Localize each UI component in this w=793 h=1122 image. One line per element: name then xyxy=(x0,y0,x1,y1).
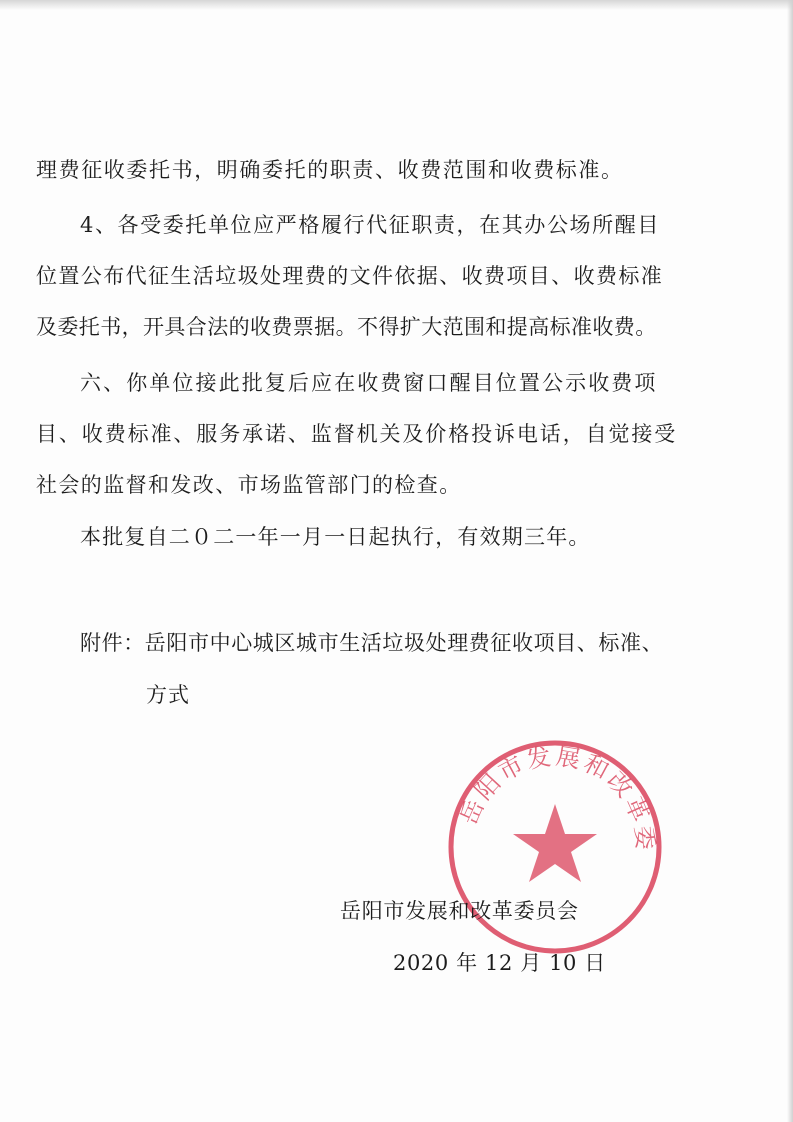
body-line-8: 本批复自二０二一年一月一日起执行，有效期三年。 xyxy=(80,525,591,549)
official-seal xyxy=(440,732,670,962)
issuer-name: 岳阳市发展和改革委员会 xyxy=(340,899,579,923)
attachment-line-1: 附件：岳阳市中心城区城市生活垃圾处理费征收项目、标准、 xyxy=(80,631,664,655)
seal-text: 岳阳市发展和改革委 xyxy=(454,742,660,854)
body-line-4: 及委托书，开具合法的收费票据。不得扩大范围和提高标准收费。 xyxy=(36,315,657,339)
body-line-5: 六、你单位接此批复后应在收费窗口醒目位置公示收费项 xyxy=(80,371,658,395)
seal-star-icon xyxy=(513,804,597,882)
issue-date: 2020 年 12 月 10 日 xyxy=(393,951,606,975)
scan-shadow-right xyxy=(787,0,793,1122)
body-line-2: 4、各受委托单位应严格履行代征职责，在其办公场所醒目 xyxy=(80,213,660,237)
seal-graphic xyxy=(440,732,670,962)
body-line-1: 理费征收委托书，明确委托的职责、收费范围和收费标准。 xyxy=(36,158,624,182)
scan-shadow-top xyxy=(0,0,793,10)
body-line-6: 目、收费标准、服务承诺、监督机关及价格投诉电话，自觉接受 xyxy=(36,422,678,446)
body-line-7: 社会的监督和发改、市场监管部门的检查。 xyxy=(36,473,462,497)
body-line-3: 位置公布代征生活垃圾处理费的文件依据、收费项目、收费标准 xyxy=(36,264,664,288)
attachment-line-2: 方式 xyxy=(146,683,190,707)
